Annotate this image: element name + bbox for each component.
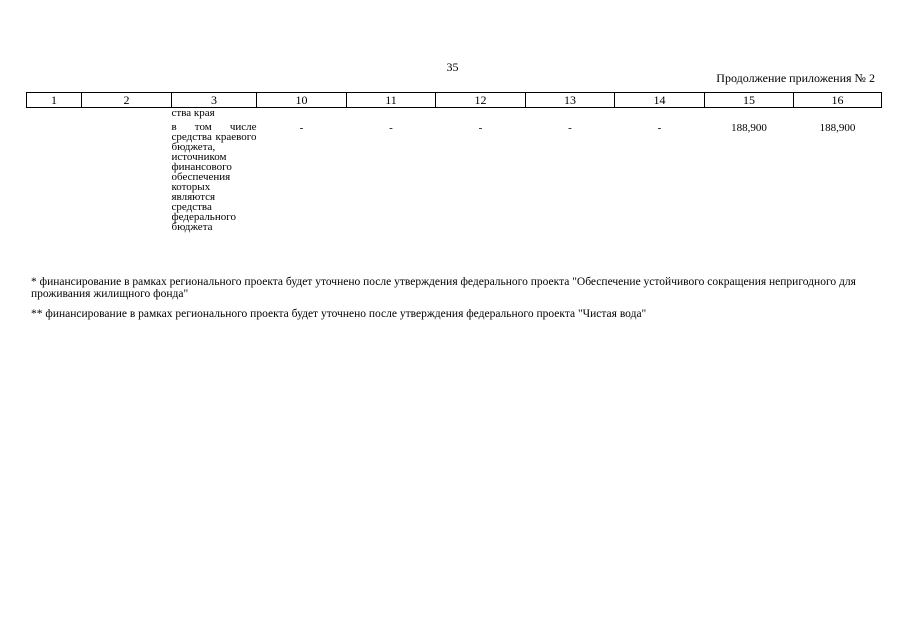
footnotes [31,276,871,328]
row-description: в том числе средства краевого бюджета, источником финансового обеспечения которых являются средства федерального бюджета [171,121,257,233]
column-header-13: 13 [526,93,615,108]
page-number: 35 [446,60,459,74]
value-col-16: 188,900 [819,122,856,134]
value-col-14: - [657,122,662,134]
appendix-table-wrapper [26,92,881,232]
table-header [27,93,882,108]
value-col-13: - [568,122,572,134]
column-header-15: 15 [705,93,794,108]
table-row [27,122,882,232]
column-header-1: 1 [27,93,82,108]
value-col-11: - [389,122,393,134]
column-header-3: 3 [172,93,257,108]
column-header-16: 16 [794,93,882,108]
appendix-continuation-label: Продолжение приложения № 2 [716,71,875,85]
column-header-14: 14 [615,93,705,108]
column-header-12: 12 [436,93,526,108]
appendix-table [26,92,882,232]
value-col-10: - [299,122,304,134]
value-col-12: - [478,122,483,134]
table-body [27,108,882,233]
continued-row [27,108,882,123]
column-header-10: 10 [257,93,347,108]
footnote-clean-water: ** финансирование в рамках регионального проекта будет уточнено после утверждения федерального проекта "Чистая вода" [31,308,647,320]
value-col-15: 188,900 [731,122,767,134]
footnote-housing: * финансирование в рамках регионального проекта будет уточнено после утверждения федерального проекта "Обеспечение устойчивого сокращения непригодного для проживания жилищного фонда" [31,276,856,300]
column-header-11: 11 [347,93,436,108]
column-header-2: 2 [82,93,172,108]
header-row [27,93,882,108]
continued-cell-text: ства края [171,107,215,119]
